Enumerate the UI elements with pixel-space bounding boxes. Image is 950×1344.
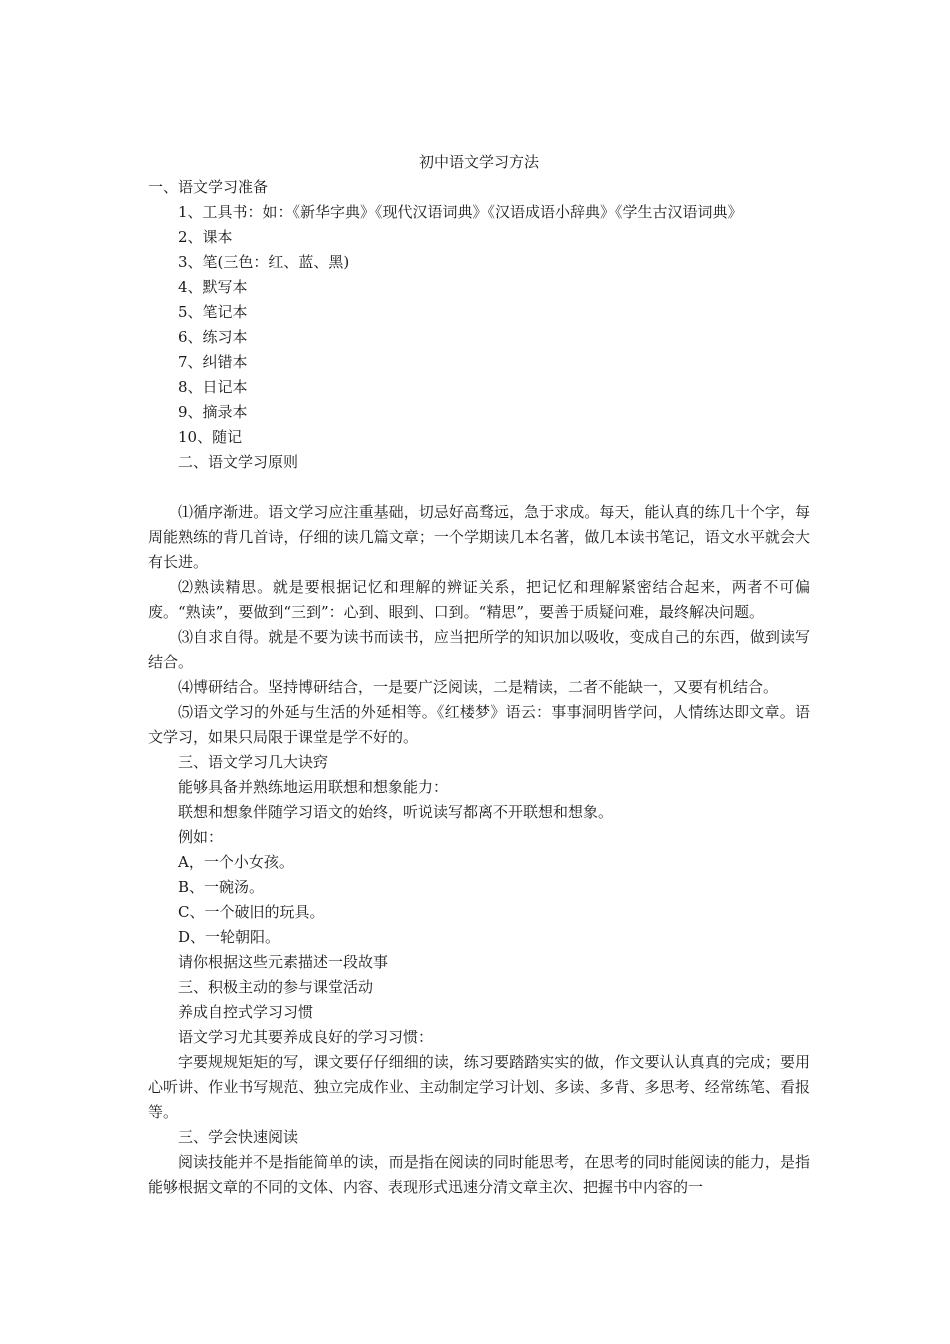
text-line: 例如： — [178, 828, 224, 846]
list-item: 8、日记本 — [178, 378, 248, 396]
list-item: 2、课本 — [178, 228, 233, 246]
list-item: 10、随记 — [178, 428, 243, 446]
section-heading-classroom: 三、积极主动的参与课堂活动 — [178, 978, 374, 996]
section-heading-preparation: 一、语文学习准备 — [148, 178, 269, 196]
list-item: 5、笔记本 — [178, 303, 248, 321]
list-item: 4、默写本 — [178, 278, 248, 296]
habit-paragraph: 字要规规矩矩的写，课文要仔仔细细的读，练习要踏踏实实的做，作文要认认真真的完成；要用心听讲、作业书写规范、独立完成作业、主动制定学习计划、多读、多背、多思考、经常练笔、看报等。 — [148, 1053, 810, 1121]
text-line: 养成自控式学习习惯 — [178, 1003, 314, 1021]
list-item: 7、纠错本 — [178, 353, 248, 371]
list-item: 1、工具书：如：《新华字典》《现代汉语词典》《汉语成语小辞典》《学生古汉语词典》 — [178, 203, 743, 221]
list-item: 3、笔(三色：红、蓝、黑) — [178, 253, 350, 271]
text-line: 语文学习尤其要养成良好的学习习惯： — [178, 1028, 434, 1046]
example-item: D、一轮朝阳。 — [178, 928, 281, 946]
page-title: 初中语文学习方法 — [418, 153, 539, 171]
text-line: 联想和想象伴随学习语文的始终，听说读写都离不开联想和想象。 — [178, 803, 614, 821]
principle-paragraph: ⑴循序渐进。语文学习应注重基础，切忌好高骛远，急于求成。每天，能认真的练几十个字，每周能熟练的背几首诗，仔细的读几篇文章；一个学期读几本名著，做几本读书笔记，语文水平就会大有长进。 — [148, 503, 810, 571]
principle-paragraph: ⑵熟读精思。就是要根据记忆和理解的辨证关系，把记忆和理解紧密结合起来，两者不可偏废。“熟读”，要做到“三到”：心到、眼到、口到。“精思”，要善于质疑问难，最终解决问题。 — [148, 578, 810, 621]
section-heading-tips: 三、语文学习几大诀窍 — [178, 753, 329, 771]
text-line: 请你根据这些元素描述一段故事 — [178, 953, 389, 971]
section-heading-reading: 三、学会快速阅读 — [178, 1128, 299, 1146]
reading-paragraph: 阅读技能并不是指能简单的读，而是指在阅读的同时能思考，在思考的同时能阅读的能力，是指能够根据文章的不同的文体、内容、表现形式迅速分清文章主次、把握书中内容的一 — [148, 1153, 810, 1196]
principle-paragraph: ⑸语文学习的外延与生活的外延相等。《红楼梦》语云：事事洞明皆学问，人情练达即文章。语文学习，如果只局限于课堂是学不好的。 — [148, 703, 810, 746]
list-item: 9、摘录本 — [178, 403, 248, 421]
document-body — [148, 150, 810, 1200]
text-line: 能够具备并熟练地运用联想和想象能力： — [178, 778, 449, 796]
example-item: A，一个小女孩。 — [178, 853, 294, 871]
principle-paragraph: ⑶自求自得。就是不要为读书而读书，应当把所学的知识加以吸收，变成自己的东西，做到读写结合。 — [148, 628, 810, 671]
example-item: B、一碗汤。 — [178, 878, 265, 896]
list-item: 6、练习本 — [178, 328, 248, 346]
section-heading-principles: 二、语文学习原则 — [178, 453, 299, 471]
principle-paragraph: ⑷博研结合。坚持博研结合，一是要广泛阅读，二是精读，二者不能缺一，又要有机结合。 — [178, 678, 779, 696]
blank-line — [148, 475, 810, 500]
example-item: C、一个破旧的玩具。 — [178, 903, 325, 921]
